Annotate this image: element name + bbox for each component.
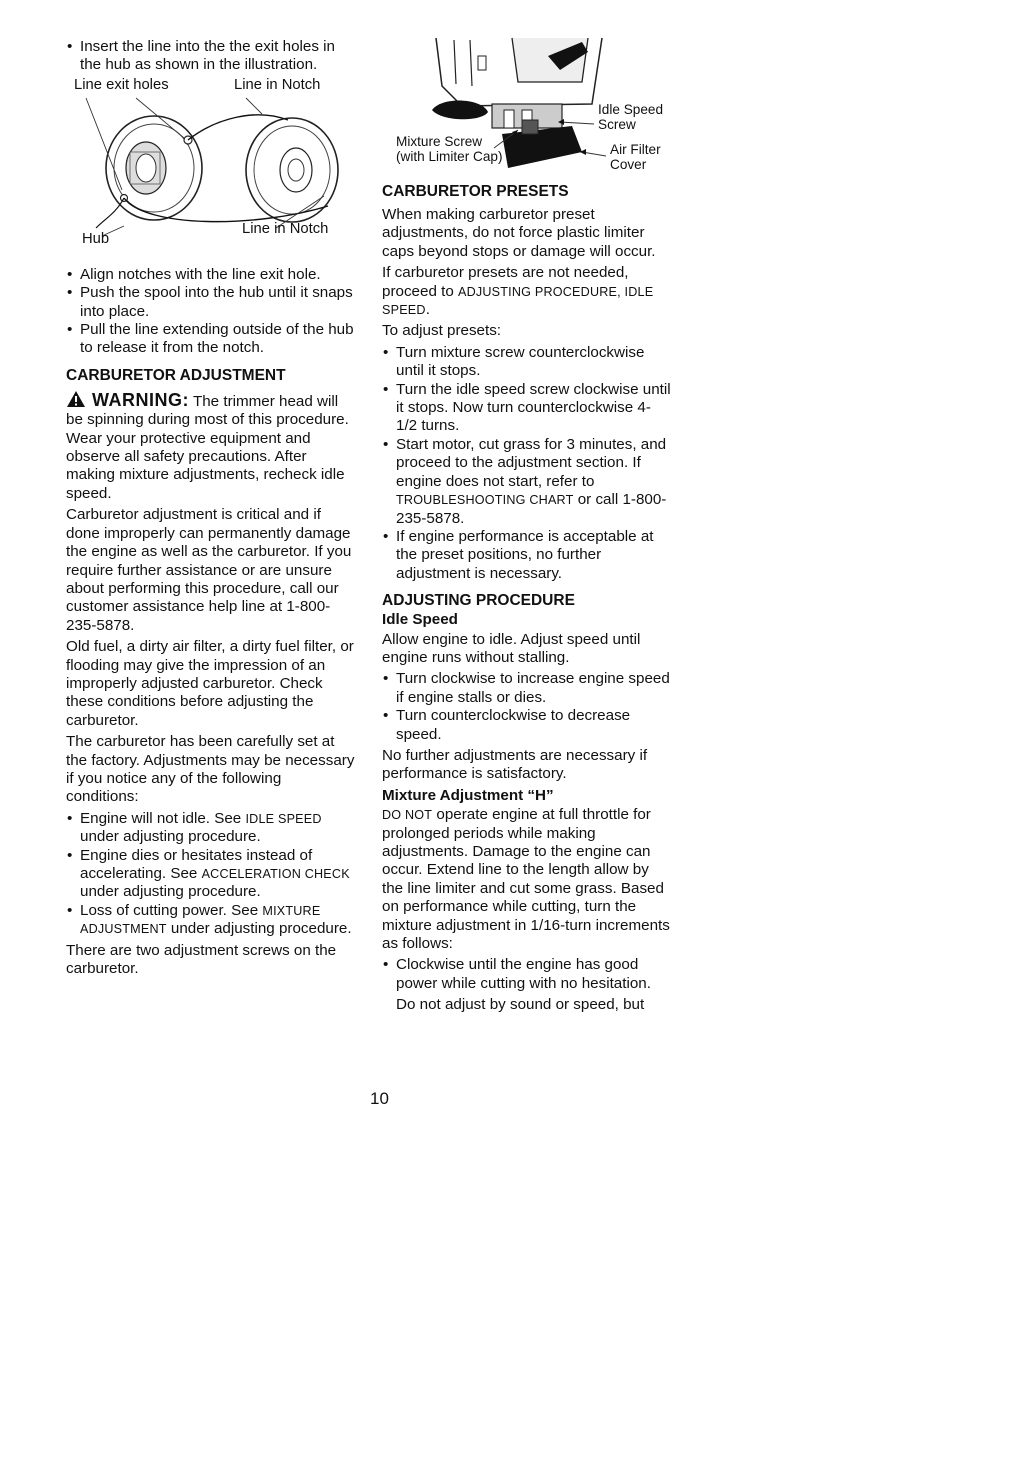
spool-steps-list: [66, 266, 358, 358]
section-heading-carburetor-adjustment: CARBURETOR ADJUSTMENT: [66, 366, 286, 384]
section-heading-adjusting-procedure: ADJUSTING PROCEDURE: [382, 592, 575, 610]
left-column: [66, 38, 358, 981]
list-item: [66, 902, 358, 939]
text: Start motor, cut grass for 3 minutes, and proceed to the adjustment section. If engine does not start, refer to: [396, 435, 667, 490]
label-air-filter-cover: Air Filter Cover: [610, 142, 661, 172]
right-column: [382, 38, 672, 1018]
paragraph: Carburetor adjustment is critical and if done improperly can permanently damage the engine as well as the carburetor. If you require further assistance or are unsure about performing this procedure, call our customer assistance help line at 1-800-235-5878.: [66, 506, 352, 634]
cross-reference: ADJUSTING PROCEDURE, IDLE SPEED: [382, 284, 654, 318]
warning-icon: [66, 390, 86, 408]
list-item: [66, 810, 358, 847]
mixture-list: [382, 956, 672, 993]
label-line-in-notch-bottom: Line in Notch: [242, 220, 329, 237]
paragraph: There are two adjustment screws on the carburetor.: [66, 941, 337, 978]
text: Engine dies or hesitates instead of accelerating. See: [80, 846, 313, 882]
list-item: • Clockwise until the engine has good power while cutting with no hesitation.: [382, 956, 672, 993]
list-item: • Insert the line into the the exit holes in the hub as shown in the illustration.: [66, 38, 358, 75]
section-heading-carburetor-presets: CARBURETOR PRESETS: [382, 183, 569, 200]
paragraph: Allow engine to idle. Adjust speed until engine runs without stalling.: [382, 630, 641, 666]
cross-reference: IDLE SPEED: [245, 811, 322, 826]
text: .: [425, 301, 430, 319]
cross-reference: MIXTURE ADJUSTMENT: [80, 903, 321, 937]
list-item: • Turn mixture screw counterclockwise until it stops.: [382, 344, 672, 381]
paragraph: When making carburetor preset adjustments, do not force plastic limiter caps beyond stops or damage will occur.: [382, 206, 656, 260]
paragraph: [382, 806, 672, 953]
label-idle-speed-screw: Idle Speed Screw: [598, 102, 664, 132]
conditions-list: [66, 810, 358, 939]
idle-list: [382, 670, 672, 744]
text: If carburetor presets are not needed, proceed to: [382, 264, 629, 300]
list-item: • Align notches with the line exit hole.: [66, 266, 358, 284]
label-line-in-notch-top: Line in Notch: [234, 76, 321, 93]
carburetor-illustration: [382, 26, 674, 180]
list-item: • Turn counterclockwise to decrease speed.: [382, 707, 672, 744]
text: operate engine at full throttle for prolonged periods while making adjustments. Damage to the engine can occur. Extend line to the length allow by the line limiter and cut some grass. Based on performance while cutting, turn the mixture adjustment in 1/16-turn increments as follows:: [382, 806, 670, 953]
text: Engine will not idle. See: [80, 809, 246, 827]
label-line-exit-holes: Line exit holes: [74, 76, 169, 93]
text: Loss of cutting power. See: [80, 901, 263, 919]
list-item: • Pull the line extending outside of the hub to release it from the notch.: [66, 321, 358, 358]
warning-text: The trimmer head will be spinning during most of this procedure. Wear your protective equipment and observe all safety precautions. After making mixture adjustments, recheck idle speed.: [66, 392, 349, 502]
warning-title: WARNING:: [92, 389, 189, 410]
paragraph: No further adjustments are necessary if performance is satisfactory.: [382, 746, 648, 783]
subheading-mixture-adjustment: Mixture Adjustment “H”: [382, 786, 554, 804]
emphasis: DO NOT: [382, 808, 433, 823]
list-item: [382, 436, 672, 528]
list-item: • If engine performance is acceptable at the preset positions, no further adjustment is necessary.: [382, 528, 672, 583]
cross-reference: TROUBLESHOOTING CHART: [396, 493, 574, 508]
intro-list: [66, 38, 358, 75]
page-number: 10: [370, 1089, 389, 1108]
warning-block: [66, 390, 358, 503]
list-item: • Push the spool into the hub until it snaps into place.: [66, 284, 358, 321]
paragraph: Old fuel, a dirty air filter, a dirty fuel filter, or flooding may give the impression of an improperly adjusted carburetor. Check these conditions before adjusting the carburetor.: [66, 638, 354, 729]
list-item: • Turn clockwise to increase engine speed if engine stalls or dies.: [382, 670, 672, 707]
list-item: [66, 847, 358, 902]
paragraph: The carburetor has been carefully set at the factory. Adjustments may be necessary if you notice any of the following conditions:: [66, 733, 355, 806]
subheading-idle-speed: Idle Speed: [382, 611, 458, 629]
label-hub: Hub: [82, 230, 110, 247]
label-mixture-screw: Mixture Screw (with Limiter Cap): [396, 134, 503, 164]
text: under adjusting procedure.: [80, 828, 261, 846]
paragraph: [382, 264, 672, 319]
cross-reference: ACCELERATION CHECK: [201, 867, 350, 881]
presets-list: [382, 344, 672, 583]
text: under adjusting procedure.: [80, 883, 261, 901]
text: or call 1-800-235-5878.: [396, 491, 667, 527]
text: under adjusting procedure.: [166, 920, 352, 938]
paragraph: To adjust presets:: [382, 322, 502, 340]
paragraph: Do not adjust by sound or speed, but: [396, 996, 645, 1014]
list-item: • Turn the idle speed screw clockwise until it stops. Now turn counterclockwise 4-1/2 turns.: [382, 381, 672, 436]
hub-illustration: [66, 78, 358, 252]
